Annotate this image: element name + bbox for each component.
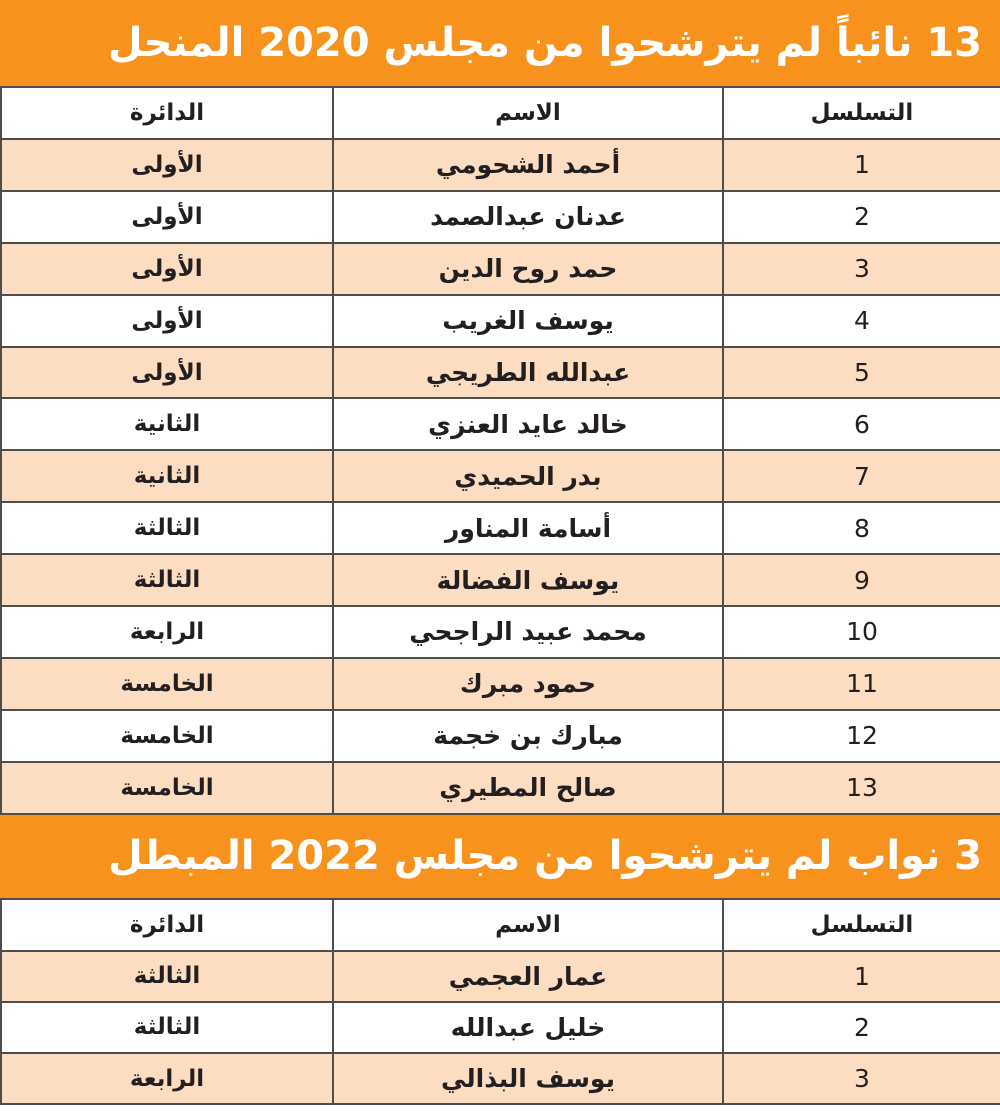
circuit-cell: الأولى (1, 139, 333, 191)
seq-cell: 2 (723, 1002, 1000, 1053)
seq-cell: 3 (723, 243, 1000, 295)
circuit-cell: الأولى (1, 295, 333, 347)
section1-body (1, 139, 1000, 814)
circuit-cell: الرابعة (1, 606, 333, 658)
seq-cell: 11 (723, 658, 1000, 710)
circuit-cell: الأولى (1, 243, 333, 295)
circuit-cell: الأولى (1, 347, 333, 399)
name-cell: يوسف البذالي (333, 1053, 723, 1104)
circuit-cell: الرابعة (1, 1053, 333, 1104)
table-row (1, 139, 1000, 191)
seq-cell: 4 (723, 295, 1000, 347)
seq-cell: 13 (723, 762, 1000, 814)
name-cell: أسامة المناور (333, 502, 723, 554)
seq-cell: 9 (723, 554, 1000, 606)
name-cell: صالح المطيري (333, 762, 723, 814)
section1-table (0, 86, 1000, 815)
table-row (1, 398, 1000, 450)
name-cell: عمار العجمي (333, 951, 723, 1002)
header-seq: التسلسل (723, 899, 1000, 951)
seq-cell: 3 (723, 1053, 1000, 1104)
table-header-row (1, 87, 1000, 139)
circuit-cell: الثالثة (1, 1002, 333, 1053)
header-name: الاسم (333, 87, 723, 139)
table-row (1, 295, 1000, 347)
name-cell: حمد روح الدين (333, 243, 723, 295)
circuit-cell: الخامسة (1, 658, 333, 710)
table-row (1, 1053, 1000, 1104)
name-cell: يوسف الغريب (333, 295, 723, 347)
seq-cell: 10 (723, 606, 1000, 658)
name-cell: خالد عايد العنزي (333, 398, 723, 450)
table-row (1, 347, 1000, 399)
table-row (1, 191, 1000, 243)
circuit-cell: الخامسة (1, 710, 333, 762)
seq-cell: 12 (723, 710, 1000, 762)
table-row (1, 450, 1000, 502)
table-header-row (1, 899, 1000, 951)
name-cell: خليل عبدالله (333, 1002, 723, 1053)
table-row (1, 606, 1000, 658)
section2-title: 3 نواب لم يترشحوا من مجلس 2022 المبطل (0, 815, 1000, 898)
name-cell: مبارك بن خجمة (333, 710, 723, 762)
circuit-cell: الثانية (1, 450, 333, 502)
section2-body (1, 951, 1000, 1105)
seq-cell: 5 (723, 347, 1000, 399)
table-row (1, 554, 1000, 606)
table-row (1, 502, 1000, 554)
name-cell: أحمد الشحومي (333, 139, 723, 191)
table-row (1, 1002, 1000, 1053)
table-row (1, 658, 1000, 710)
circuit-cell: الأولى (1, 191, 333, 243)
circuit-cell: الثالثة (1, 502, 333, 554)
circuit-cell: الثالثة (1, 951, 333, 1002)
name-cell: عبدالله الطريجي (333, 347, 723, 399)
seq-cell: 1 (723, 951, 1000, 1002)
seq-cell: 6 (723, 398, 1000, 450)
name-cell: بدر الحميدي (333, 450, 723, 502)
table-row (1, 243, 1000, 295)
name-cell: يوسف الفضالة (333, 554, 723, 606)
name-cell: عدنان عبدالصمد (333, 191, 723, 243)
header-circuit: الدائرة (1, 87, 333, 139)
seq-cell: 7 (723, 450, 1000, 502)
header-circuit: الدائرة (1, 899, 333, 951)
name-cell: محمد عبيد الراجحي (333, 606, 723, 658)
circuit-cell: الخامسة (1, 762, 333, 814)
table-row (1, 710, 1000, 762)
circuit-cell: الثالثة (1, 554, 333, 606)
seq-cell: 1 (723, 139, 1000, 191)
seq-cell: 8 (723, 502, 1000, 554)
name-cell: حمود مبرك (333, 658, 723, 710)
table-row (1, 762, 1000, 814)
table-row (1, 951, 1000, 1002)
header-seq: التسلسل (723, 87, 1000, 139)
circuit-cell: الثانية (1, 398, 333, 450)
header-name: الاسم (333, 899, 723, 951)
section1-title: 13 نائباً لم يترشحوا من مجلس 2020 المنحل (0, 0, 1000, 86)
seq-cell: 2 (723, 191, 1000, 243)
section2-table (0, 898, 1000, 1106)
